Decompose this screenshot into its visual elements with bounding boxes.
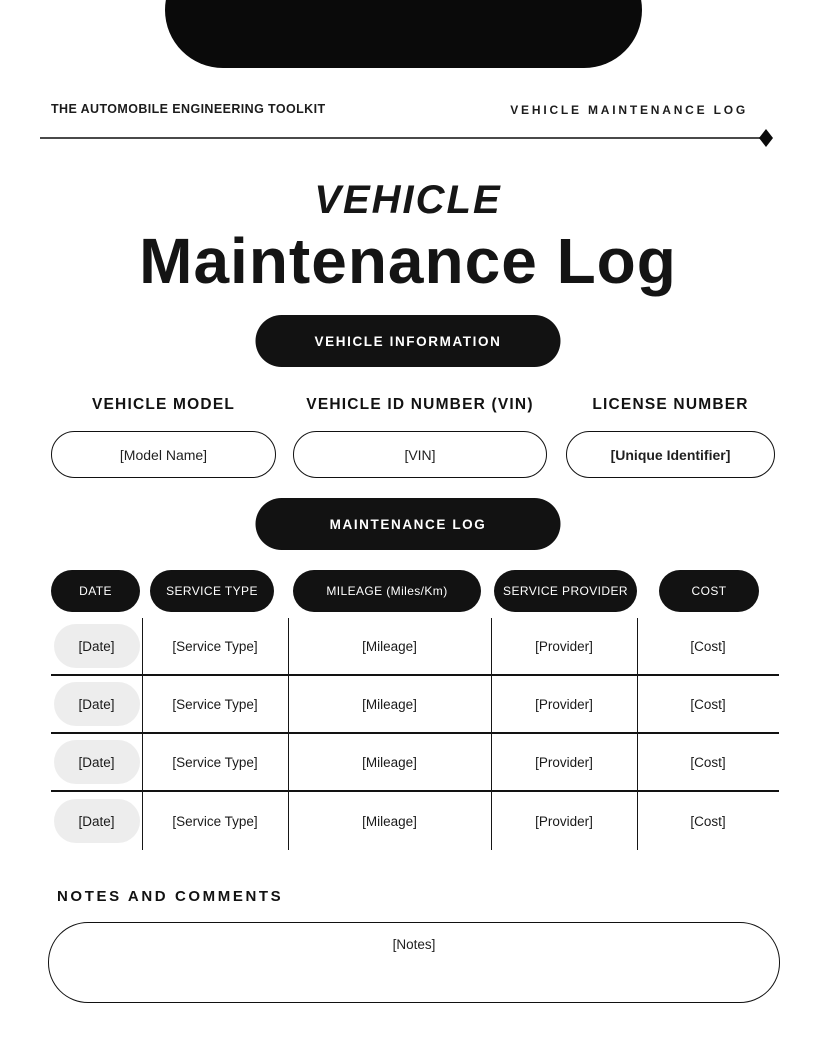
date-cell[interactable]	[51, 792, 142, 850]
column-divider	[142, 618, 143, 850]
mileage-cell[interactable]: [Mileage]	[362, 813, 417, 829]
table-row	[51, 676, 779, 734]
license-number-label: LICENSE NUMBER	[592, 396, 749, 413]
provider-cell[interactable]: [Provider]	[535, 638, 593, 654]
mileage-cell[interactable]: [Mileage]	[362, 696, 417, 712]
table-row	[51, 618, 779, 676]
service-type-cell[interactable]: [Service Type]	[172, 638, 258, 654]
table-row	[51, 792, 779, 850]
vehicle-model-label: VEHICLE MODEL	[91, 396, 236, 413]
mileage-cell[interactable]: [Mileage]	[362, 638, 417, 654]
column-header-cost: COST	[659, 570, 759, 612]
column-header-service-type: SERVICE TYPE	[150, 570, 274, 612]
notes-input[interactable]: [Notes]	[48, 922, 780, 1003]
date-pill[interactable]: [Date]	[54, 682, 140, 726]
field-vin	[293, 396, 547, 463]
date-pill[interactable]: [Date]	[54, 799, 140, 843]
service-type-cell[interactable]: [Service Type]	[172, 696, 258, 712]
column-header-service-provider: SERVICE PROVIDER	[494, 570, 637, 612]
column-divider	[637, 618, 638, 850]
date-cell[interactable]	[51, 734, 142, 790]
date-pill[interactable]: [Date]	[54, 740, 140, 784]
date-cell[interactable]	[51, 676, 142, 732]
diamond-icon	[759, 129, 773, 147]
field-license-number	[566, 396, 775, 463]
column-header-date: DATE	[51, 570, 140, 612]
vin-input[interactable]: [VIN]	[293, 431, 547, 478]
cost-cell[interactable]: [Cost]	[690, 638, 726, 654]
column-header-mileage: MILEAGE (Miles/Km)	[293, 570, 481, 612]
maintenance-log-button[interactable]: MAINTENANCE LOG	[256, 498, 561, 550]
cost-cell[interactable]: [Cost]	[690, 696, 726, 712]
vin-label: VEHICLE ID NUMBER (VIN)	[306, 396, 534, 413]
doc-type-text: VEHICLE MAINTENANCE LOG	[510, 103, 748, 117]
brand-text: THE AUTOMOBILE ENGINEERING TOOLKIT	[51, 102, 326, 116]
vehicle-model-input[interactable]: [Model Name]	[51, 431, 276, 478]
provider-cell[interactable]: [Provider]	[535, 813, 593, 829]
cost-cell[interactable]: [Cost]	[690, 754, 726, 770]
service-type-cell[interactable]: [Service Type]	[172, 813, 258, 829]
date-cell[interactable]	[51, 618, 142, 674]
field-vehicle-model	[51, 396, 276, 463]
header-divider-line	[40, 137, 762, 139]
service-type-cell[interactable]: [Service Type]	[172, 754, 258, 770]
cost-cell[interactable]: [Cost]	[690, 813, 726, 829]
date-pill[interactable]: [Date]	[54, 624, 140, 668]
provider-cell[interactable]: [Provider]	[535, 754, 593, 770]
maintenance-log-table	[51, 618, 779, 850]
title-vehicle: VEHICLE	[314, 178, 502, 222]
vehicle-information-button[interactable]: VEHICLE INFORMATION	[256, 315, 561, 367]
mileage-cell[interactable]: [Mileage]	[362, 754, 417, 770]
column-divider	[491, 618, 492, 850]
header-decorative-shape	[165, 0, 642, 68]
provider-cell[interactable]: [Provider]	[535, 696, 593, 712]
table-row	[51, 734, 779, 792]
page-title: Maintenance Log	[139, 225, 677, 297]
notes-heading: NOTES AND COMMENTS	[57, 888, 284, 905]
column-divider	[288, 618, 289, 850]
license-number-input[interactable]: [Unique Identifier]	[566, 431, 775, 478]
